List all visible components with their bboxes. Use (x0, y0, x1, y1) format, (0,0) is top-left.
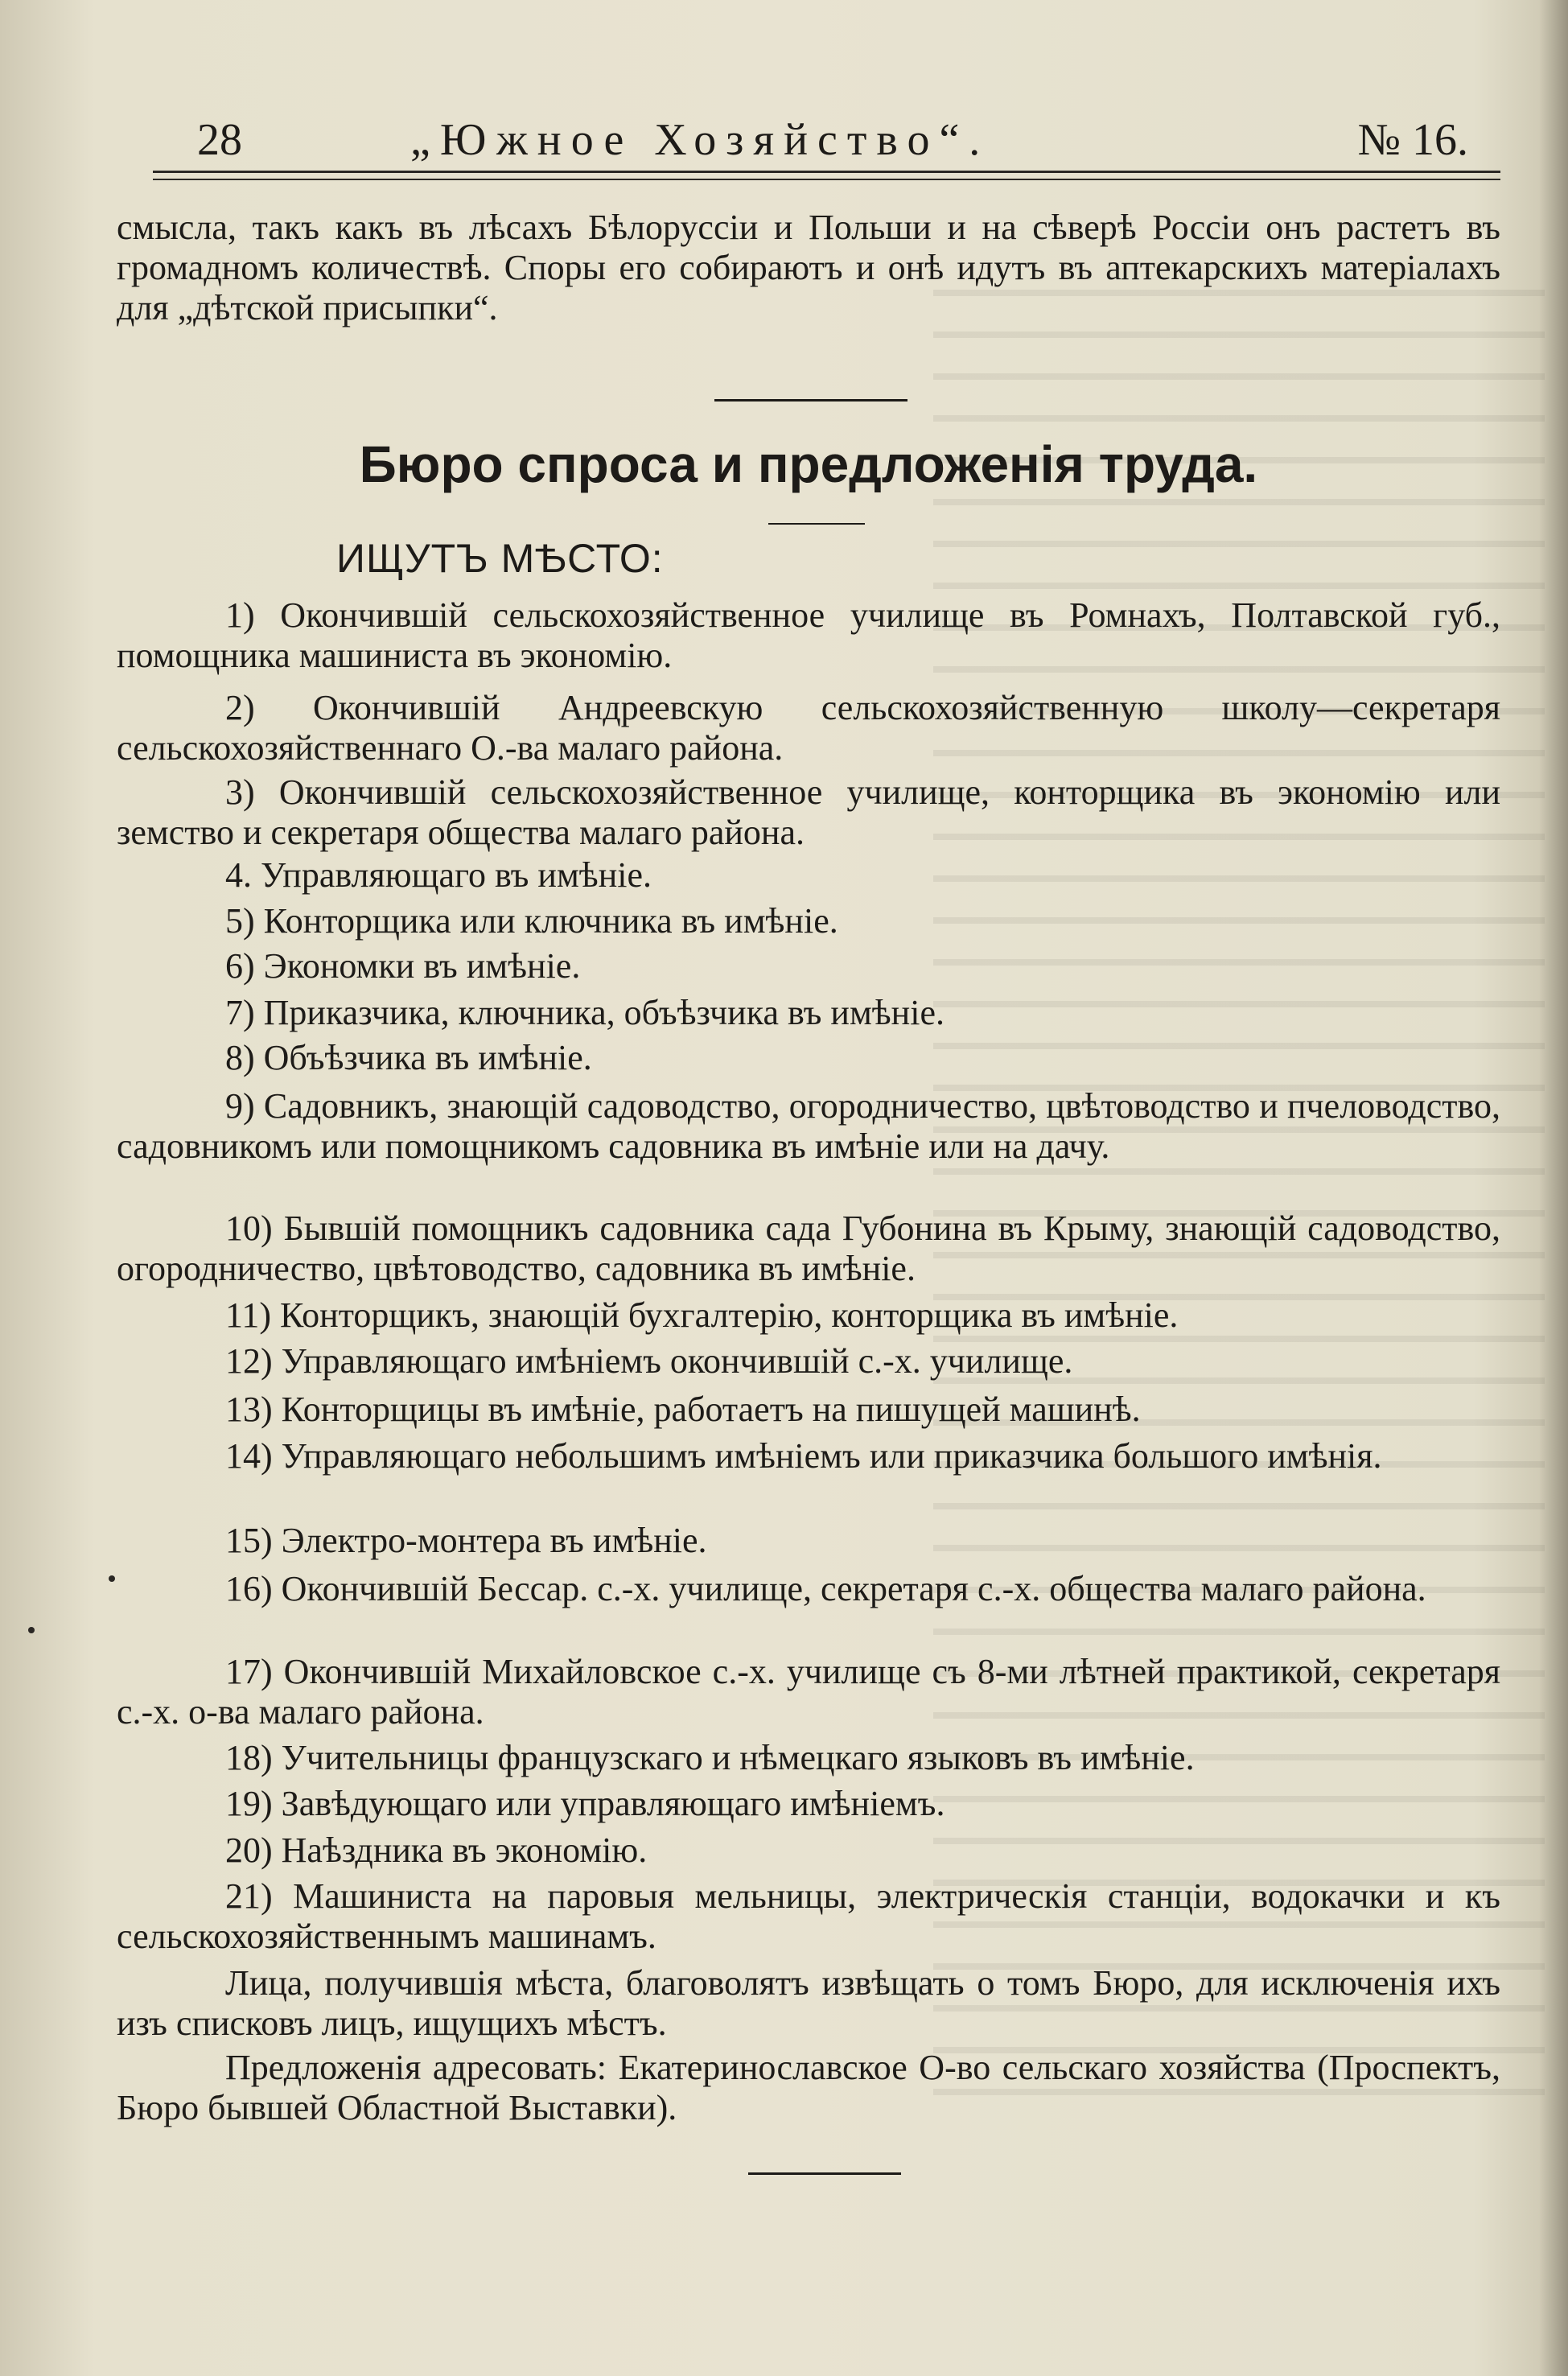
page-number: 28 (197, 115, 242, 165)
list-item: 13) Конторщицы въ имѣніе, работаетъ на пишущей машинѣ. (225, 1390, 1141, 1429)
header-rule (153, 171, 1500, 180)
list-item: 16) Окончившій Бессар. с.-х. училище, секретаря с.-х. общества малаго района. (225, 1569, 1426, 1608)
closing-paragraph: Предложенія адресовать: Екатеринославское О-во сельскаго хозяйства (Проспектъ, Бюро бывшей Областной Выставки). (117, 2048, 1500, 2127)
list-item: 8) Объѣзчика въ имѣніе. (225, 1038, 592, 1077)
list-item: 5) Конторщика или ключника въ имѣніе. (225, 901, 838, 941)
intro-paragraph: смысла, такъ какъ въ лѣсахъ Бѣлоруссіи и Польши и на сѣверѣ Россіи онъ растетъ въ громадномъ количествѣ. Споры его собираютъ и онѣ идутъ въ аптекарскихъ матеріалахъ для „дѣтской присыпки“. (117, 208, 1500, 327)
section-subheading: ИЩУТЪ МѢСТО: (336, 536, 664, 581)
journal-title: „Южное Хозяйство“. (410, 115, 990, 165)
list-item: 7) Приказчика, ключника, объѣзчика въ имѣніе. (225, 993, 945, 1032)
title-underrule (768, 523, 865, 525)
issue-number: № 16. (1357, 115, 1468, 165)
list-item: 14) Управляющаго небольшимъ имѣніемъ или приказчика большого имѣнія. (225, 1436, 1382, 1476)
section-title: Бюро спроса и предложенія труда. (359, 435, 1258, 493)
list-item: 1) Окончившій сельскохозяйственное училище въ Ромнахъ, Полтавской губ., помощника машиниста въ экономію. (117, 595, 1500, 675)
list-item: 18) Учительницы французскаго и нѣмецкаго языковъ въ имѣніе. (225, 1738, 1195, 1777)
list-item: 20) Наѣздника въ экономію. (225, 1830, 648, 1870)
end-divider (748, 2172, 901, 2175)
list-item: 17) Окончившій Михайловское с.-х. училище съ 8-ми лѣтней практикой, секретаря с.-х. о-ва малаго района. (117, 1652, 1500, 1732)
list-item: 21) Машиниста на паровыя мельницы, электрическія станціи, водокачки и къ сельскохозяйственнымъ машинамъ. (117, 1876, 1500, 1956)
list-item: 15) Электро-монтера въ имѣніе. (225, 1521, 707, 1560)
list-item: 4. Управляющаго въ имѣніе. (225, 855, 652, 895)
list-item: 2) Окончившій Андреевскую сельскохозяйственную школу—секретаря сельскохозяйственнаго О.-ва малаго района. (117, 688, 1500, 768)
running-header (197, 114, 1468, 171)
list-item: 12) Управляющаго имѣніемъ окончившій с.-х. училище. (225, 1341, 1073, 1381)
closing-paragraph: Лица, получившія мѣста, благоволятъ извѣщать о томъ Бюро, для исключенія ихъ изъ списковъ лицъ, ищущихъ мѣстъ. (117, 1963, 1500, 2043)
list-item: 19) Завѣдующаго или управляющаго имѣніемъ. (225, 1784, 945, 1823)
section-divider (714, 399, 907, 401)
ink-speck (28, 1627, 35, 1633)
page-edge-shadow (1539, 0, 1568, 2376)
list-item: 11) Конторщикъ, знающій бухгалтерію, конторщика въ имѣніе. (225, 1295, 1179, 1335)
list-item: 9) Садовникъ, знающій садоводство, огородничество, цвѣтоводство и пчеловодство, садовникомъ или помощникомъ садовника въ имѣніе или на дачу. (117, 1086, 1500, 1166)
list-item: 6) Экономки въ имѣніе. (225, 946, 581, 986)
list-item: 10) Бывшій помощникъ садовника сада Губонина въ Крыму, знающій садоводство, огородничество, цвѣтоводство, садовника въ имѣніе. (117, 1209, 1500, 1288)
list-item: 3) Окончившій сельскохозяйственное училище, конторщика въ экономію или земство и секретаря общества малаго района. (117, 772, 1500, 852)
ink-speck (109, 1575, 115, 1582)
